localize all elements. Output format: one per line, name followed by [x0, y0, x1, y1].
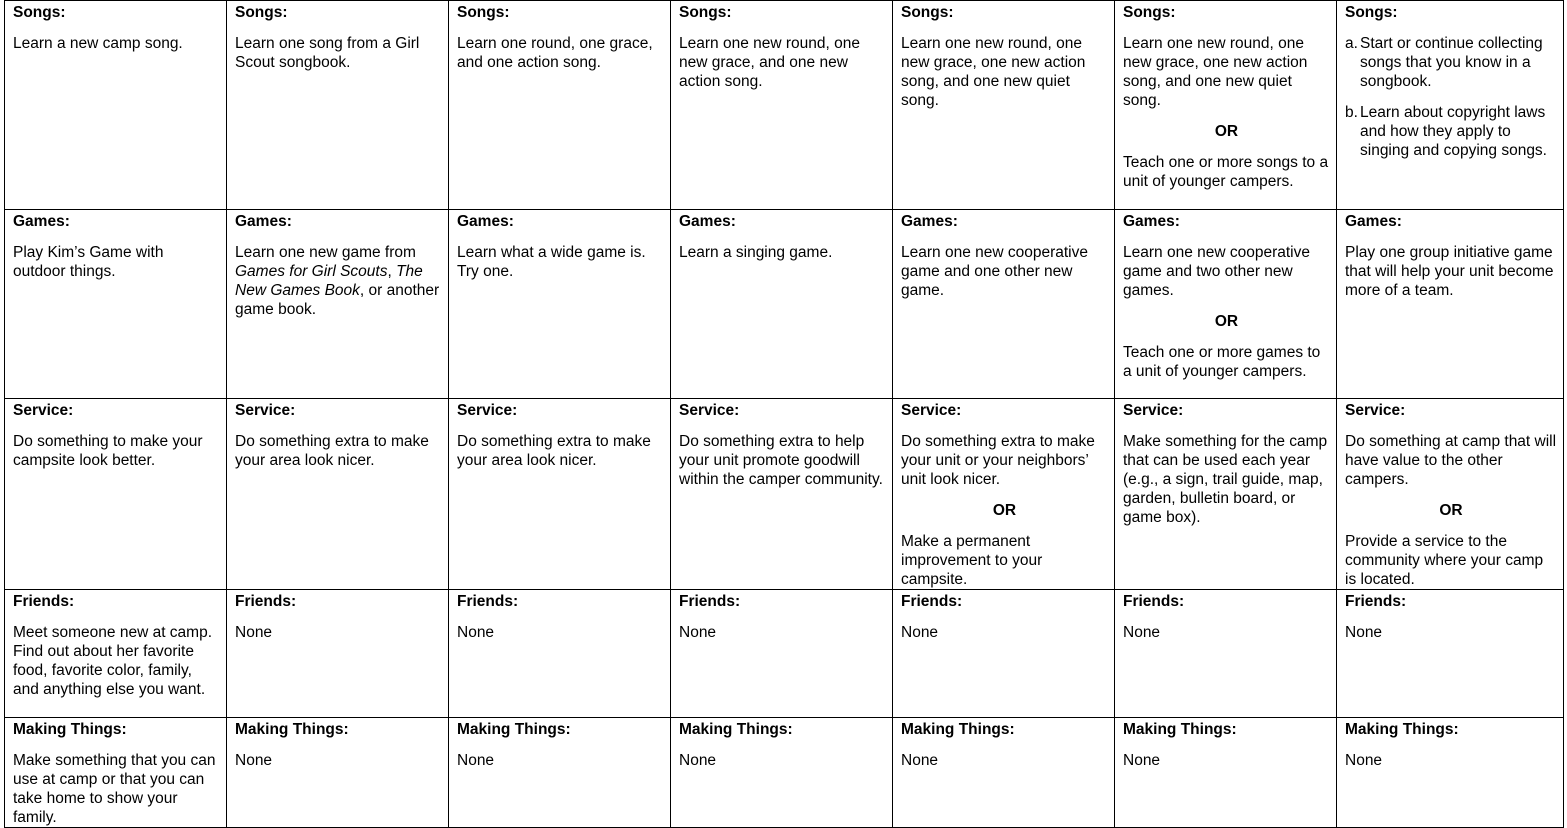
cell-heading: Games: [1123, 213, 1180, 230]
or-separator: OR [992, 502, 1017, 519]
table-row-songs [5, 1, 1564, 210]
table-cell [227, 718, 449, 828]
or-separator: OR [1214, 123, 1239, 140]
table-cell [227, 399, 449, 590]
cell-heading: Songs: [457, 4, 510, 21]
cell-heading: Making Things: [901, 721, 1015, 738]
cell-heading: Games: [901, 213, 958, 230]
requirements-table-body [5, 1, 1564, 828]
cell-text: Do something to make your campsite look better. [13, 433, 203, 469]
cell-heading: Service: [1123, 402, 1184, 419]
cell-text: Provide a service to the community where your camp is located. [1345, 533, 1544, 588]
table-cell [671, 1, 893, 210]
table-cell [449, 210, 671, 399]
table-cell [893, 1, 1115, 210]
table-cell [671, 210, 893, 399]
cell-text: Learn one new cooperative game and two other new games. [1123, 244, 1310, 299]
cell-text: Do something extra to help your unit promote goodwill within the camper community. [679, 433, 883, 488]
table-row-games [5, 210, 1564, 399]
cell-text: Learn one new round, one new grace, one new action song, and one new quiet song. [901, 35, 1086, 109]
cell-text: Learn a singing game. [679, 244, 833, 261]
cell-heading: Friends: [457, 593, 519, 610]
cell-text: Make a permanent improvement to your campsite. [901, 533, 1043, 588]
table-cell [5, 399, 227, 590]
table-cell [5, 590, 227, 718]
cell-heading: Making Things: [679, 721, 793, 738]
cell-heading: Service: [13, 402, 74, 419]
table-cell [671, 718, 893, 828]
table-cell [449, 1, 671, 210]
cell-text: None [901, 624, 939, 641]
cell-heading: Friends: [1123, 593, 1185, 610]
cell-text: Learn one song from a Girl Scout songbook. [235, 35, 420, 71]
cell-heading: Songs: [13, 4, 66, 21]
cell-heading: Songs: [679, 4, 732, 21]
cell-text: None [457, 752, 495, 769]
cell-heading: Making Things: [13, 721, 127, 738]
cell-heading: Friends: [13, 593, 75, 610]
table-cell [893, 718, 1115, 828]
cell-text: Play one group initiative game that will help your unit become more of a team. [1345, 244, 1554, 299]
book-title: The New Games Book [235, 263, 423, 299]
cell-heading: Friends: [901, 593, 963, 610]
table-cell [227, 590, 449, 718]
text-segment: , [387, 263, 397, 280]
cell-heading: Making Things: [457, 721, 571, 738]
table-cell [227, 210, 449, 399]
list-item-text: Start or continue collecting songs that you know in a songbook. [1360, 35, 1543, 90]
cell-heading: Friends: [235, 593, 297, 610]
cell-text: Teach one or more songs to a unit of younger campers. [1123, 154, 1329, 190]
text-segment: , or another game book. [235, 282, 440, 318]
table-cell [1115, 718, 1337, 828]
table-cell [671, 590, 893, 718]
table-cell [1115, 399, 1337, 590]
cell-heading: Games: [457, 213, 514, 230]
cell-heading: Songs: [235, 4, 288, 21]
table-cell [1337, 590, 1564, 718]
cell-text: Play Kim’s Game with outdoor things. [13, 244, 164, 280]
table-cell [1115, 210, 1337, 399]
text-segment: Learn one new game from [235, 244, 416, 261]
cell-heading: Games: [13, 213, 70, 230]
cell-heading: Service: [679, 402, 740, 419]
cell-heading: Service: [901, 402, 962, 419]
cell-heading: Service: [457, 402, 518, 419]
cell-text: Learn a new camp song. [13, 35, 183, 52]
cell-text: Meet someone new at camp. Find out about her favorite food, favorite color, family, and anything else you want. [13, 624, 213, 698]
table-cell [1115, 1, 1337, 210]
cell-heading: Friends: [679, 593, 741, 610]
cell-text: Make something for the camp that can be used each year (e.g., a sign, trail guide, map, garden, bulletin board, or game box). [1123, 433, 1328, 526]
table-cell [671, 399, 893, 590]
table-row-making-things [5, 718, 1564, 828]
cell-text: None [1123, 624, 1161, 641]
list-marker: b. [1345, 104, 1358, 121]
cell-text: Learn one new round, one new grace, and one new action song. [679, 35, 860, 90]
cell-heading: Songs: [1123, 4, 1176, 21]
cell-text: None [679, 752, 717, 769]
table-cell [893, 590, 1115, 718]
cell-text: Teach one or more games to a unit of younger campers. [1123, 344, 1321, 380]
or-separator: OR [1439, 502, 1463, 519]
cell-text: None [235, 752, 273, 769]
cell-heading: Making Things: [1123, 721, 1237, 738]
cell-heading: Games: [1345, 213, 1402, 230]
table-cell [1115, 590, 1337, 718]
cell-text: None [1123, 752, 1161, 769]
cell-text: Make something that you can use at camp or that you can take home to show your family. [13, 752, 216, 826]
cell-text: None [457, 624, 495, 641]
table-cell [1337, 210, 1564, 399]
table-cell [449, 718, 671, 828]
cell-heading: Friends: [1345, 593, 1407, 610]
cell-heading: Making Things: [1345, 721, 1459, 738]
table-cell [5, 1, 227, 210]
cell-text: Do something extra to make your unit or your neighbors’ unit look nicer. [901, 433, 1095, 488]
cell-text: Do something at camp that will have value to the other campers. [1345, 433, 1557, 488]
lettered-list [1345, 34, 1557, 160]
cell-text: None [1345, 624, 1383, 641]
or-separator: OR [1214, 313, 1239, 330]
table-cell [5, 210, 227, 399]
table-cell [1337, 718, 1564, 828]
cell-heading: Making Things: [235, 721, 349, 738]
cell-text [235, 243, 442, 319]
list-item-text: Learn about copyright laws and how they apply to singing and copying songs. [1360, 104, 1547, 159]
list-marker: a. [1345, 35, 1358, 52]
table-cell [449, 399, 671, 590]
cell-heading: Service: [235, 402, 296, 419]
cell-text: Learn one new round, one new grace, one new action song, and one new quiet song. [1123, 35, 1308, 109]
list-item [1345, 34, 1557, 91]
table-cell [1337, 399, 1564, 590]
table-cell [893, 210, 1115, 399]
requirements-table [4, 0, 1564, 828]
table-cell [1337, 1, 1564, 210]
table-row-friends [5, 590, 1564, 718]
cell-heading: Games: [679, 213, 736, 230]
cell-heading: Songs: [1345, 4, 1398, 21]
table-cell [227, 1, 449, 210]
list-item [1345, 103, 1557, 160]
table-row-service [5, 399, 1564, 590]
cell-text: Learn one round, one grace, and one action song. [457, 35, 653, 71]
cell-heading: Service: [1345, 402, 1406, 419]
cell-text: Learn what a wide game is. Try one. [457, 244, 646, 280]
cell-text: Do something extra to make your area look nicer. [235, 433, 429, 469]
cell-text: Learn one new cooperative game and one other new game. [901, 244, 1088, 299]
cell-text: None [901, 752, 939, 769]
cell-heading: Songs: [901, 4, 954, 21]
cell-heading: Games: [235, 213, 292, 230]
cell-text: Do something extra to make your area look nicer. [457, 433, 651, 469]
cell-text: None [679, 624, 717, 641]
table-cell [449, 590, 671, 718]
cell-text: None [1345, 752, 1383, 769]
cell-text: None [235, 624, 273, 641]
table-cell [893, 399, 1115, 590]
book-title: Games for Girl Scouts [235, 263, 388, 280]
table-cell [5, 718, 227, 828]
